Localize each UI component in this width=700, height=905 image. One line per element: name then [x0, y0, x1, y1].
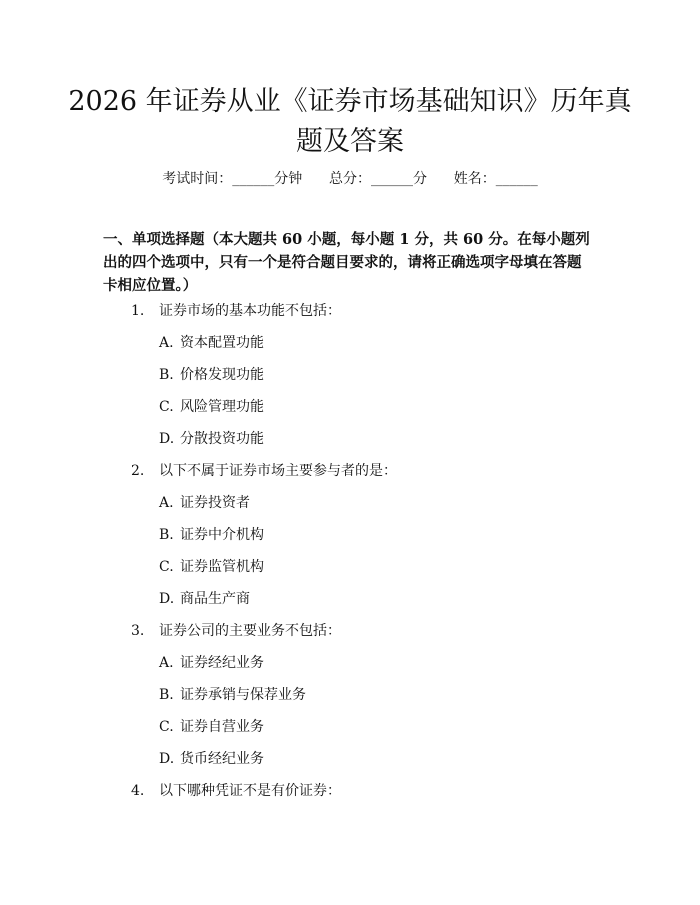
question-3	[0, 621, 700, 653]
option-letter: C.	[159, 559, 174, 575]
question-3-option-b	[0, 685, 700, 717]
question-4	[0, 781, 700, 813]
option-text: 货币经纪业务	[180, 751, 264, 767]
question-number: 2.	[131, 463, 145, 479]
question-2	[0, 461, 700, 493]
question-1-option-d	[0, 429, 700, 461]
question-stem: 证券公司的主要业务不包括：	[159, 623, 341, 639]
option-text: 风险管理功能	[180, 399, 264, 415]
option-letter: A.	[159, 335, 174, 351]
option-letter: A.	[159, 655, 174, 671]
document-title: 2026 年证券从业《证券市场基础知识》历年真题及答案	[68, 86, 632, 157]
option-letter: D.	[159, 591, 175, 607]
question-3-option-a	[0, 653, 700, 685]
option-letter: C.	[159, 719, 174, 735]
exam-info-line: 考试时间：______分钟 总分：______分 姓名：______	[162, 171, 538, 187]
option-letter: D.	[159, 431, 175, 447]
option-text: 商品生产商	[180, 591, 250, 607]
question-3-option-c	[0, 717, 700, 749]
option-letter: B.	[159, 527, 174, 543]
question-1-option-c	[0, 397, 700, 429]
option-letter: A.	[159, 495, 174, 511]
option-letter: C.	[159, 399, 174, 415]
option-letter: B.	[159, 367, 174, 383]
question-3-option-d	[0, 749, 700, 781]
question-1-option-b	[0, 365, 700, 397]
question-number: 1.	[131, 303, 145, 319]
option-text: 证券自营业务	[180, 719, 264, 735]
option-text: 证券承销与保荐业务	[180, 687, 306, 703]
question-1	[0, 301, 700, 333]
question-2-option-b	[0, 525, 700, 557]
option-text: 价格发现功能	[180, 367, 264, 383]
question-2-option-c	[0, 557, 700, 589]
option-text: 证券经纪业务	[180, 655, 264, 671]
question-stem: 证券市场的基本功能不包括：	[159, 303, 341, 319]
option-letter: B.	[159, 687, 174, 703]
section-heading: 一、单项选择题（本大题共 60 小题，每小题 1 分，共 60 分。在每小题列出的四个选项中，只有一个是符合题目要求的，请将正确选项字母填在答题卡相应位置。）	[103, 231, 590, 294]
option-letter: D.	[159, 751, 175, 767]
question-1-option-a	[0, 333, 700, 365]
option-text: 分散投资功能	[180, 431, 264, 447]
question-stem: 以下不属于证券市场主要参与者的是：	[159, 463, 397, 479]
option-text: 证券监管机构	[180, 559, 264, 575]
question-2-option-a	[0, 493, 700, 525]
option-text: 资本配置功能	[180, 335, 264, 351]
question-stem: 以下哪种凭证不是有价证券：	[159, 783, 341, 799]
question-2-option-d	[0, 589, 700, 621]
question-number: 4.	[131, 783, 145, 799]
question-list	[0, 301, 700, 813]
question-number: 3.	[131, 623, 145, 639]
option-text: 证券中介机构	[180, 527, 264, 543]
option-text: 证券投资者	[180, 495, 250, 511]
